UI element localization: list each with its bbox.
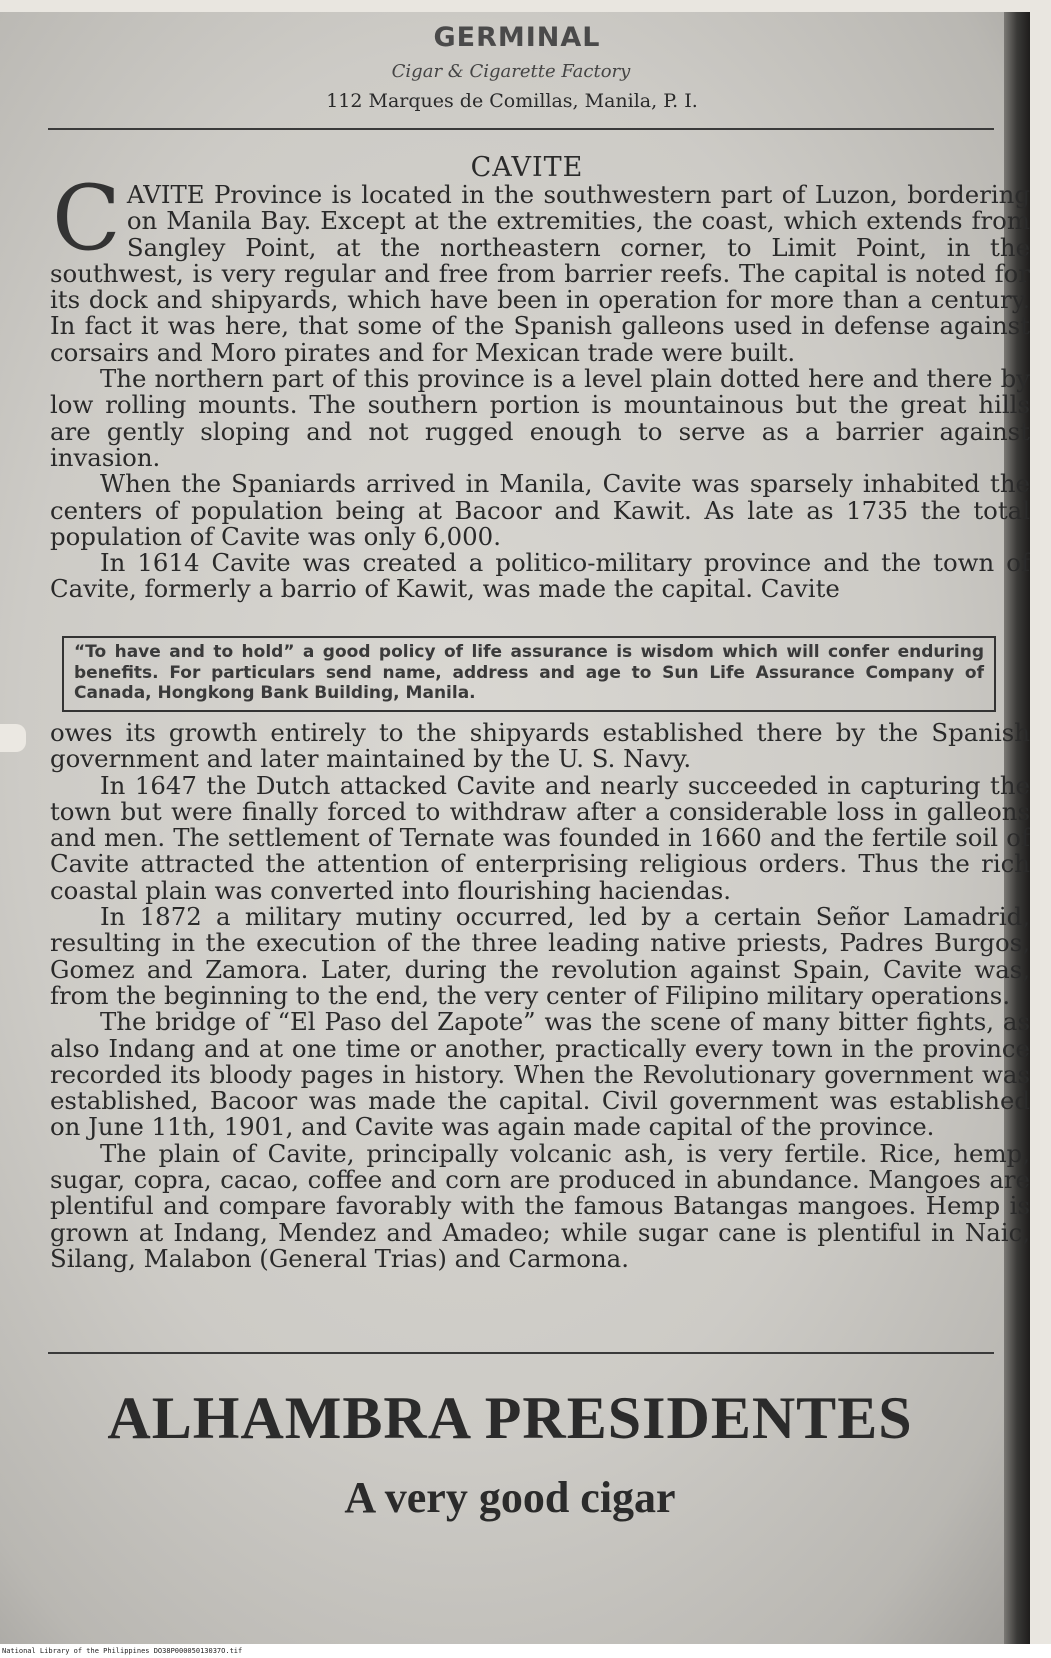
cigar-ad-title: ALHAMBRA PRESIDENTES: [107, 1385, 913, 1451]
document-page: [0, 12, 1030, 1644]
article-body-bottom: [50, 720, 1030, 1272]
paragraph-3: When the Spaniards arrived in Manila, Cavite was sparsely inhabited the centers of population being at Bacoor and Kawit. As late as 1735 the total population of Cavite was only 6,000.: [50, 469, 1030, 551]
header-rule: [48, 128, 994, 130]
paragraph-1: [50, 166, 1030, 367]
paragraph-5: In 1647 the Dutch attacked Cavite and nearly succeeded in capturing the town but were finally forced to withdraw after a considerable loss in galleons and men. The settlement of Ternate was founded in 1660 and the fertile soil of Cavite attracted the attention of enterprising religious orders. Thus the rich coastal plain was converted into flourishing haciendas.: [50, 770, 1030, 905]
paragraph-4-continued: owes its growth entirely to the shipyards established there by the Spanish government and later maintained by the U. S. Navy.: [50, 718, 1030, 774]
insurance-ad-text: “To have and to hold” a good policy of life assurance is wisdom which will confer enduring benefits. For particulars send name, address and age to Sun Life Assurance Company of Canada, Hongkong Bank Building, Manila.: [74, 642, 984, 703]
article-body-top: [50, 166, 1030, 604]
scan-note: National Library of the Philippines DO38P00005013037O.tif: [2, 1647, 243, 1655]
paragraph-7: The bridge of “El Paso del Zapote” was the scene of many bitter fights, as also Indang and at one time or another, practically every town in the province recorded its bloody pages in history. When the Revolutionary government was established, Bacoor was made the capital. Civil government was established on June 11th, 1901, and Cavite was again made capital of the province.: [50, 1007, 1030, 1142]
article-title: CAVITE: [470, 152, 584, 183]
drop-cap: C: [52, 166, 121, 271]
cigar-ad-tagline: A very good cigar: [344, 1473, 676, 1522]
paragraph-2: The northern part of this province is a level plain dotted here and there by low rolling mounts. The southern portion is mountainous but the great hills are gently sloping and not rugged enough to serve as a barrier against invasion.: [50, 364, 1030, 472]
scan-footer: [0, 1644, 1051, 1658]
page-header: [0, 22, 990, 112]
paragraph-4: In 1614 Cavite was created a politico-military province and the town of Cavite, formerly a barrio of Kawit, was made the capital. Cavite: [50, 548, 1030, 604]
binding-tab: [0, 724, 26, 752]
brand-address: 112 Marques de Comillas, Manila, P. I.: [326, 90, 698, 112]
brand-subtitle: Cigar & Cigarette Factory: [391, 61, 631, 82]
paragraph-6: In 1872 a military mutiny occurred, led by a certain Señor Lamadrid, resulting in the execution of the three leading native priests, Padres Burgos, Gomez and Zamora. Later, during the revolution against Spain, Cavite was, from the beginning to the end, the very center of Filipino military operations.: [50, 902, 1030, 1010]
insurance-ad-box: [62, 636, 996, 712]
paragraph-1-text: AVITE Province is located in the southwestern part of Luzon, bordering on Manila Bay. Except at the extremities, the coast, which extends from Sangley Point, at the northeastern corner, to Limit Point, in the southwest, is very regular and free from barrier reefs. The capital is noted for its dock and shipyards, which have been in operation for more than a century. In fact it was here, that some of the Spanish galleons used in defense against corsairs and Moro pirates and for Mexican trade were built.: [50, 180, 1030, 367]
ad-separator-rule: [48, 1352, 994, 1354]
brand-name: GERMINAL: [433, 22, 601, 53]
paragraph-8: The plain of Cavite, principally volcanic ash, is very fertile. Rice, hemp, sugar, copra, cacao, coffee and corn are produced in abundance. Mangoes are plentiful and compare favorably with the famous Batangas mangoes. Hemp is grown at Indang, Mendez and Amadeo; while sugar cane is plentiful in Naic, Silang, Malabon (General Trias) and Carmona.: [50, 1138, 1030, 1273]
